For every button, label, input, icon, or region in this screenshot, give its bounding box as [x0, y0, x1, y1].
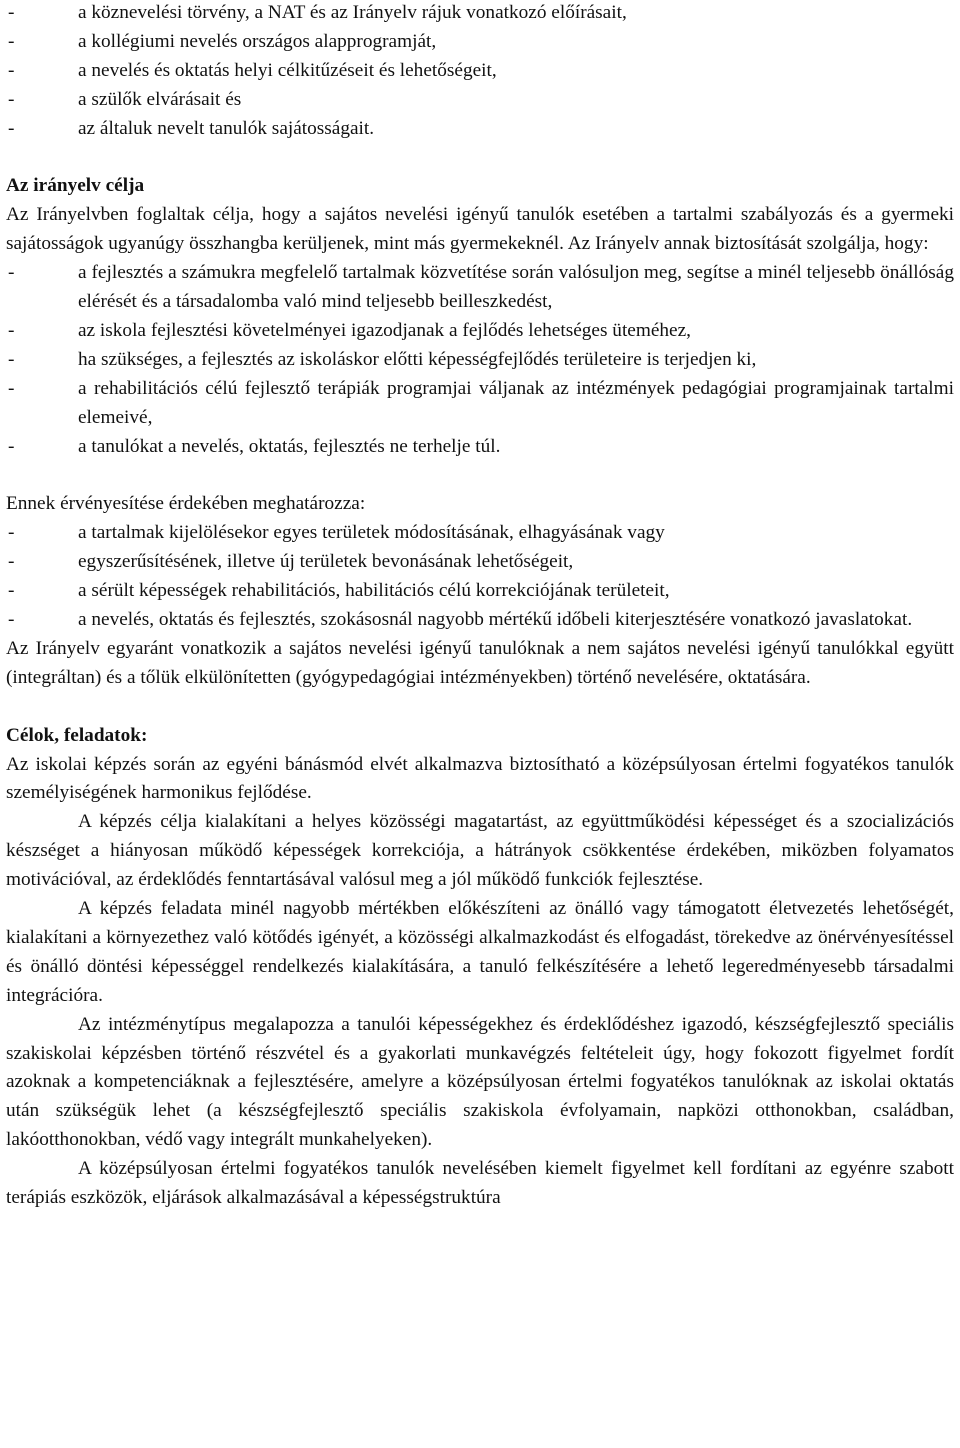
spacer: [6, 461, 954, 490]
tasks-intro-paragraph: Az iskolai képzés során az egyéni bánásmód elvét alkalmazva biztosítható a középsúlyosan értelmi fogyatékos tanulók személyiségének harmonikus fejlődése.: [6, 753, 954, 804]
enforce-closing-paragraph: Az Irányelv egyaránt vonatkozik a sajátos nevelési igényű tanulóknak a nem sajátos nevelési igényű tanulókkal együtt (integráltan) és a tőlük elkülönítetten (gyógypedagógiai intézményekben) történő nevelésére, oktatására.: [6, 637, 954, 688]
list-item: - a fejlesztés a számukra megfelelő tartalmak közvetítése során valósuljon meg, segítse a minél teljesebb önállóság elérését és a társadalomba való mind teljesebb beilleszkedést,: [6, 259, 954, 317]
list-item: - a sérült képességek rehabilitációs, habilitációs célú korrekciójának területeit,: [6, 577, 954, 606]
list-item: - ha szükséges, a fejlesztés az iskoláskor előtti képességfejlődés területeire is terjedjen ki,: [6, 346, 954, 375]
list-item: - az általuk nevelt tanulók sajátosságait.: [6, 115, 954, 144]
tasks-paragraph: A képzés feladata minél nagyobb mértékben előkészíteni az önálló vagy támogatott életvezetés lehetőségét, kialakítani a környezethez való kötődés igényét, a közösségi alkalmazkodást és elfogadást, törekedve az önérvényesítéssel és önálló döntési képességgel rendelkezés kialakítására, a tanuló felkészítésére a lehető legeredményesebb társadalmi integrációra.: [6, 898, 954, 1006]
tasks-paragraph: A középsúlyosan értelmi fogyatékos tanulók nevelésében kiemelt figyelmet kell fordítani az egyénre szabott terápiás eszközök, eljárások alkalmazásával a képességstruktúra: [6, 1158, 954, 1209]
list-item: - a nevelés és oktatás helyi célkitűzéseit és lehetőségeit,: [6, 57, 954, 86]
enforce-dash-list: [6, 519, 954, 635]
list-item: - a köznevelési törvény, a NAT és az Irányelv rájuk vonatkozó előírásait,: [6, 0, 954, 28]
top-dash-list: [6, 0, 954, 144]
spacer: [6, 144, 954, 173]
list-item: - a rehabilitációs célú fejlesztő terápiák programjai váljanak az intézmények pedagógiai programjainak tartalmi elemeivé,: [6, 375, 954, 433]
document-page: [6, 0, 954, 1213]
goal-paragraph: Az Irányelvben foglaltak célja, hogy a sajátos nevelési igényű tanulók esetében a tartalmi szabályozás és a gyermeki sajátosságok ugyanúgy összhangba kerüljenek, mint más gyermekeknél. Az Irányelv annak biztosítását szolgálja, hogy:: [6, 204, 954, 255]
section-heading-goal: Az irányelv célja: [6, 175, 145, 197]
spacer: [6, 693, 954, 722]
section-heading-tasks: Célok, feladatok:: [6, 724, 148, 746]
list-item: - a tartalmak kijelölésekor egyes területek módosításának, elhagyásának vagy: [6, 519, 954, 548]
list-item: - a szülők elvárásait és: [6, 86, 954, 115]
enforce-intro: Ennek érvényesítése érdekében meghatározza:: [6, 493, 366, 515]
list-item: - a kollégiumi nevelés országos alapprogramját,: [6, 28, 954, 57]
list-item: - egyszerűsítésének, illetve új területek bevonásának lehetőségeit,: [6, 548, 954, 577]
tasks-paragraph: Az intézménytípus megalapozza a tanulói képességekhez és érdeklődéshez igazodó, készségfejlesztő speciális szakiskolai képzésben történő részvétel és a gyakorlati munkavégzés feltételeit úgy, hogy fokozott figyelmet fordít azoknak a kompetenciáknak a fejlesztésére, amelyre a középsúlyosan értelmi fogyatékos tanulóknak az iskolai oktatás után szükségük lehet (a készségfejlesztő speciális szakiskola évfolyamain, napközi otthonokban, családban, lakóotthonokban, védő vagy integrált munkahelyeken).: [6, 1013, 954, 1151]
list-item: - a tanulókat a nevelés, oktatás, fejlesztés ne terhelje túl.: [6, 433, 954, 462]
tasks-paragraph: A képzés célja kialakítani a helyes közösségi magatartást, az együttműködési képességet és a szocializációs készséget a hiányosan működő képességek korrekciója, a hátrányok csökkentése érdekében, miközben folyamatos motivációval, az érdeklődés fenntartásával valósul meg a jól működő funkciók fejlesztése.: [6, 811, 954, 891]
list-item: - a nevelés, oktatás és fejlesztés, szokásosnál nagyobb mértékű időbeli kiterjesztésére vonatkozó javaslatokat.: [6, 606, 954, 635]
goal-dash-list: [6, 259, 954, 461]
list-item: - az iskola fejlesztési követelményei igazodjanak a fejlődés lehetséges üteméhez,: [6, 317, 954, 346]
